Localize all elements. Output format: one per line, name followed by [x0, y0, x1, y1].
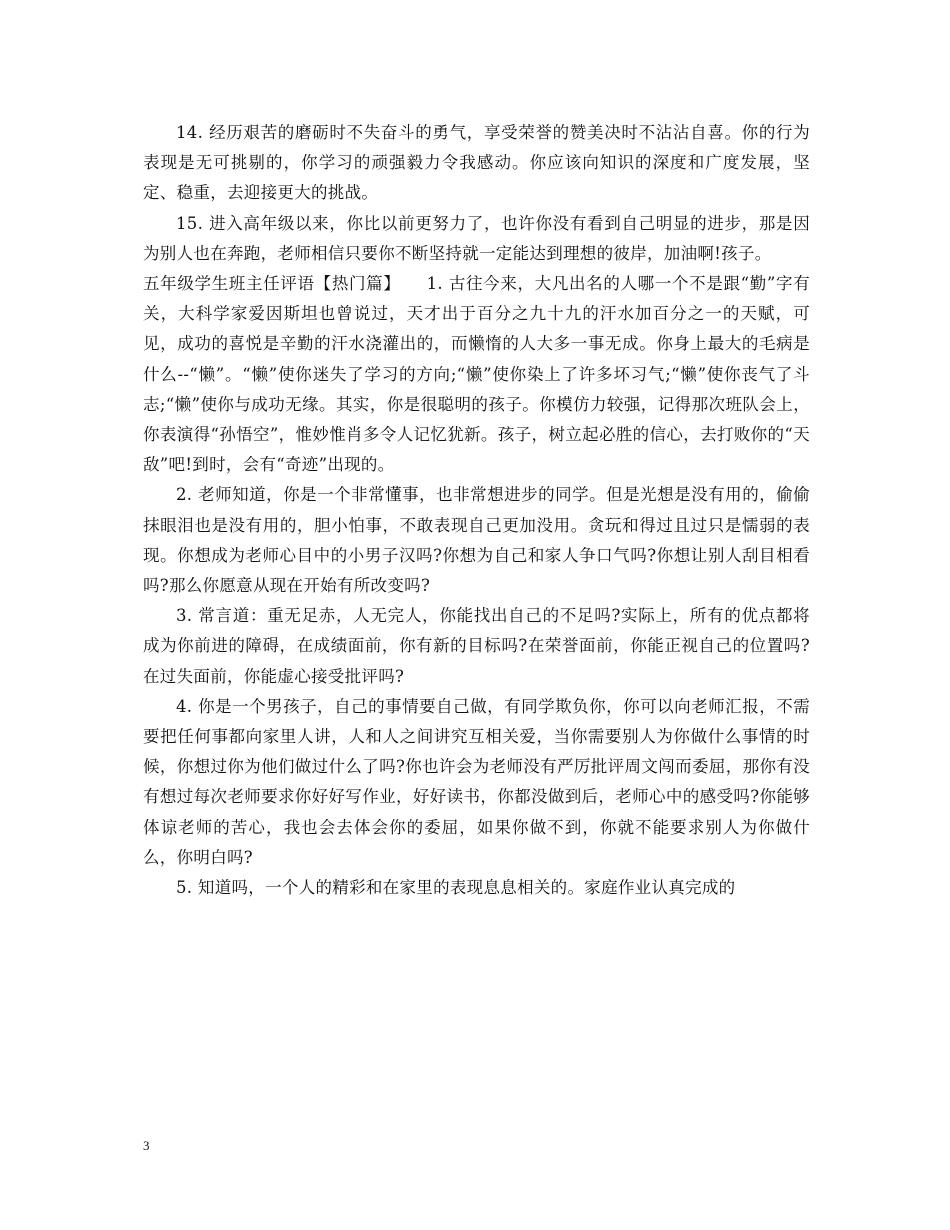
paragraph-2: 2. 老师知道，你是一个非常懂事，也非常想进步的同学。但是光想是没有用的，偷偷抹眼泪也是没有用的，胆小怕事，不敢表现自己更加没用。贪玩和得过且过只是懦弱的表现。你想成为老师心目中的小男子汉吗?你想为自己和家人争口气吗?你想让别人刮目相看吗?那么你愿意从现在开始有所改变吗?	[143, 485, 810, 596]
paragraph-3: 3. 常言道：重无足赤，人无完人，你能找出自己的不足吗?实际上，所有的优点都将成为你前进的障碍，在成绩面前，你有新的目标吗?在荣誉面前，你能正视自己的位置吗?在过失面前，你能虚心接受批评吗?	[143, 606, 810, 686]
page-number: 3	[143, 1138, 150, 1153]
paragraph-15: 15. 进入高年级以来，你比以前更努力了，也许你没有看到自己明显的进步，那是因为别人也在奔跑，老师相信只要你不断坚持就一定能达到理想的彼岸，加油啊!孩子。	[143, 213, 810, 263]
paragraph-5: 5. 知道吗，一个人的精彩和在家里的表现息息相关的。家庭作业认真完成的	[176, 878, 736, 898]
paragraph-14: 14. 经历艰苦的磨砺时不失奋斗的勇气，享受荣誉的赞美决时不沾沾自喜。你的行为表现是无可挑剔的，你学习的顽强毅力令我感动。你应该向知识的深度和广度发展，坚定、稳重，去迎接更大的挑战。	[143, 123, 810, 203]
paragraph-4: 4. 你是一个男孩子，自己的事情要自己做，有同学欺负你，你可以向老师汇报，不需要把任何事都向家里人讲，人和人之间讲究互相关爱，当你需要别人为你做什么事情的时候，你想过你为他们做过什么了吗?你也许会为老师没有严厉批评周文闯而委屈，那你有没有想过每次老师要求你好好写作业，好好读书，你都没做到后，老师心中的感受吗?你能够体谅老师的苦心，我也会去体会你的委屈，如果你做不到，你就不能要求别人为你做什么，你明白吗?	[143, 696, 810, 867]
section-heading-paragraph-1: 五年级学生班主任评语【热门篇】 1. 古往今来，大凡出名的人哪一个不是跟“勤”字有关，大科学家爱因斯坦也曾说过，天才出于百分之九十九的汗水加百分之一的天赋，可见，成功的喜悦是辛勤的汗水浇灌出的，而懒惰的人大多一事无成。你身上最大的毛病是什么--“懒”。“懒”使你迷失了学习的方向;“懒”使你染上了许多坏习气;“懒”使你丧气了斗志;“懒”使你与成功无缘。其实，你是很聪明的孩子。你模仿力较强，记得那次班队会上，你表演得“孙悟空”，惟妙惟肖多令人记忆犹新。孩子，树立起必胜的信心，去打败你的“天敌”吧!到时，会有“奇迹”出现的。	[143, 274, 810, 475]
document-body	[143, 118, 810, 903]
